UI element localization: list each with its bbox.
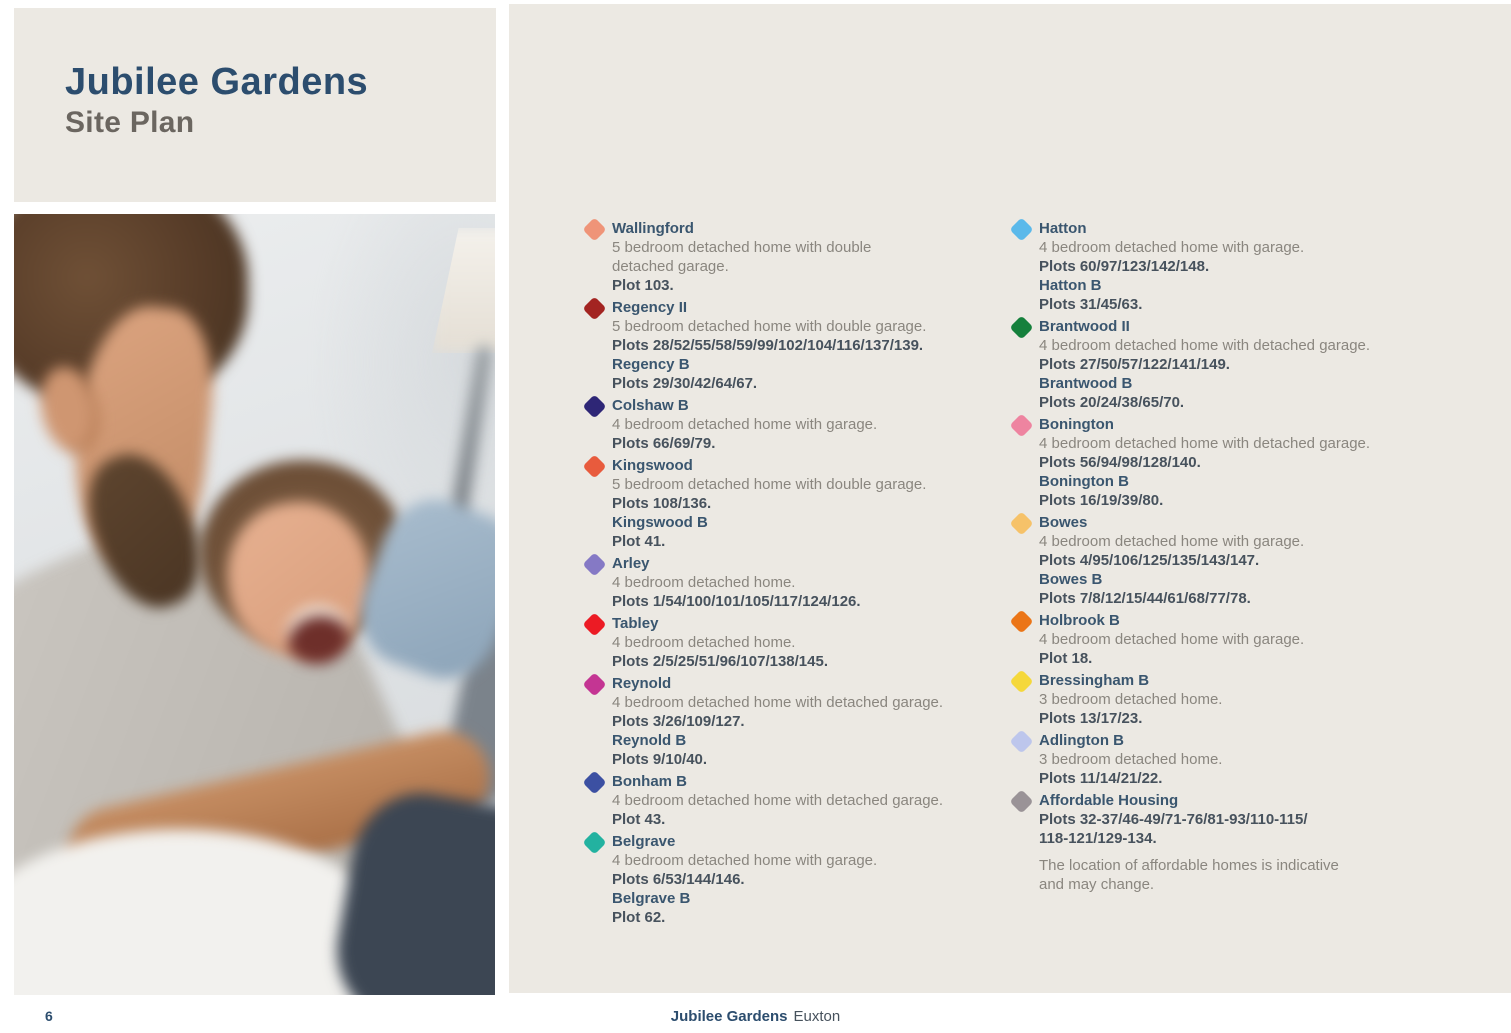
page-footer <box>0 995 1511 1033</box>
legend-entry <box>583 614 955 671</box>
legend-entry <box>1010 219 1382 314</box>
house-type-description: 4 bedroom detached home with garage. <box>1039 533 1305 550</box>
house-variant-name: Belgrave B <box>612 890 691 907</box>
house-type-plots: Plots 16/19/39/80. <box>1039 492 1164 509</box>
house-type-name: Reynold <box>612 675 672 692</box>
legend-column-1 <box>583 219 955 930</box>
page-subtitle: Site Plan <box>65 106 195 139</box>
legend-entry-text <box>612 554 955 611</box>
house-type-name: Regency II <box>612 299 688 316</box>
house-type-marker-icon <box>1010 611 1034 635</box>
house-type-description: 5 bedroom detached home with double <box>612 239 872 256</box>
house-type-name: Holbrook B <box>1039 612 1120 629</box>
house-type-plots: Plot 43. <box>612 811 666 828</box>
house-type-marker-icon <box>583 674 607 698</box>
house-type-plots: Plots 20/24/38/65/70. <box>1039 394 1185 411</box>
legend-entry-text <box>1039 671 1382 728</box>
footer-location: Euxton <box>793 1008 841 1025</box>
page-header <box>14 8 496 202</box>
house-type-name: Affordable Housing <box>1039 792 1179 809</box>
house-type-plots: Plots 6/53/144/146. <box>612 871 745 888</box>
house-type-description: 4 bedroom detached home with detached garage. <box>612 792 944 809</box>
house-type-description: 3 bedroom detached home. <box>1039 691 1223 708</box>
house-type-name: Bonham B <box>612 773 687 790</box>
house-type-name: Bressingham B <box>1039 672 1150 689</box>
legend-entry <box>583 554 955 611</box>
house-type-plots: Plots 11/14/21/22. <box>1039 770 1163 787</box>
house-type-plots: Plots 9/10/40. <box>612 751 708 768</box>
house-type-description: 4 bedroom detached home with garage. <box>612 852 878 869</box>
house-type-plots: Plot 18. <box>1039 650 1093 667</box>
diamond-icon <box>582 830 606 854</box>
legend-entry <box>583 832 955 927</box>
legend-entry-text <box>1039 415 1382 510</box>
page-number: 6 <box>45 1008 53 1024</box>
house-type-description: 4 bedroom detached home with detached garage. <box>1039 337 1371 354</box>
house-type-plots: Plots 28/52/55/58/59/99/102/104/116/137/139. <box>612 337 924 354</box>
house-type-plots: Plots 13/17/23. <box>1039 710 1143 727</box>
house-type-plots: Plots 3/26/109/127. <box>612 713 745 730</box>
legend-entry <box>1010 791 1382 894</box>
house-variant-name: Bonington B <box>1039 473 1129 490</box>
house-type-marker-icon <box>583 554 607 578</box>
house-type-marker-icon <box>583 298 607 322</box>
house-type-marker-icon <box>583 396 607 420</box>
legend-entry-text <box>612 298 955 393</box>
house-type-name: Bonington <box>1039 416 1114 433</box>
house-type-plots: 118-121/129-134. <box>1039 830 1157 847</box>
house-type-description: 4 bedroom detached home with garage. <box>1039 631 1305 648</box>
legend-entry <box>1010 671 1382 728</box>
legend-entry-text <box>1039 317 1382 412</box>
diamond-icon <box>582 394 606 418</box>
affordable-housing-note: The location of affordable homes is indicative <box>1039 857 1339 874</box>
house-type-description: 4 bedroom detached home. <box>612 574 796 591</box>
house-type-plots: Plots 66/69/79. <box>612 435 716 452</box>
diamond-icon <box>582 217 606 241</box>
legend-entry <box>583 396 955 453</box>
legend-entry-text <box>1039 513 1382 608</box>
legend-entry-text <box>612 832 955 927</box>
page-title: Jubilee Gardens <box>65 61 369 103</box>
diamond-icon <box>582 296 606 320</box>
house-type-plots: Plots 29/30/42/64/67. <box>612 375 758 392</box>
legend-entry <box>583 674 955 769</box>
diamond-icon <box>1009 413 1033 437</box>
legend-column-2 <box>1010 219 1382 897</box>
legend-entry <box>1010 513 1382 608</box>
legend-entry <box>1010 611 1382 668</box>
house-type-description: detached garage. <box>612 258 729 275</box>
house-type-marker-icon <box>583 614 607 638</box>
house-type-plots: Plots 56/94/98/128/140. <box>1039 454 1201 471</box>
legend-entry <box>1010 731 1382 788</box>
lifestyle-photo <box>14 214 495 995</box>
house-type-name: Bowes <box>1039 514 1088 531</box>
house-type-plots: Plots 7/8/12/15/44/61/68/77/78. <box>1039 590 1251 607</box>
diamond-icon <box>1009 217 1033 241</box>
house-type-plots: Plots 108/136. <box>612 495 712 512</box>
house-type-description: 4 bedroom detached home with garage. <box>1039 239 1305 256</box>
house-type-plots: Plots 31/45/63. <box>1039 296 1143 313</box>
house-type-name: Arley <box>612 555 650 572</box>
diamond-icon <box>1009 609 1033 633</box>
diamond-icon <box>582 612 606 636</box>
legend-entry-text <box>612 396 955 453</box>
house-variant-name: Brantwood B <box>1039 375 1133 392</box>
diamond-icon <box>582 770 606 794</box>
affordable-housing-note: and may change. <box>1039 876 1155 893</box>
house-type-marker-icon <box>1010 415 1034 439</box>
legend-entry-text <box>1039 731 1382 788</box>
house-type-description: 5 bedroom detached home with double garage. <box>612 318 927 335</box>
house-type-marker-icon <box>1010 219 1034 243</box>
house-type-marker-icon <box>1010 731 1034 755</box>
diamond-icon <box>582 552 606 576</box>
house-variant-name: Regency B <box>612 356 690 373</box>
legend-entry <box>1010 317 1382 412</box>
legend-entry <box>583 298 955 393</box>
legend-entry-text <box>1039 611 1382 668</box>
house-type-description: 5 bedroom detached home with double garage. <box>612 476 927 493</box>
house-variant-name: Reynold B <box>612 732 687 749</box>
house-type-name: Adlington B <box>1039 732 1124 749</box>
house-type-marker-icon <box>583 832 607 856</box>
footer-title <box>0 1008 1511 1025</box>
footer-development-name: Jubilee Gardens <box>670 1008 788 1025</box>
diamond-icon <box>1009 315 1033 339</box>
house-type-marker-icon <box>1010 317 1034 341</box>
legend-entry-text <box>612 456 955 551</box>
house-type-description: 4 bedroom detached home. <box>612 634 796 651</box>
legend-entry-text <box>1039 791 1382 894</box>
legend-entry <box>583 772 955 829</box>
house-type-description: 3 bedroom detached home. <box>1039 751 1223 768</box>
house-type-plots: Plots 60/97/123/142/148. <box>1039 258 1210 275</box>
house-type-name: Tabley <box>612 615 659 632</box>
house-type-name: Belgrave <box>612 833 676 850</box>
legend-entry <box>1010 415 1382 510</box>
diamond-icon <box>1009 789 1033 813</box>
legend-entry-text <box>612 674 955 769</box>
diamond-icon <box>582 454 606 478</box>
house-type-marker-icon <box>1010 791 1034 815</box>
legend-entry <box>583 456 955 551</box>
house-type-plots: Plots 32-37/46-49/71-76/81-93/110-115/ <box>1039 811 1308 828</box>
house-variant-name: Kingswood B <box>612 514 708 531</box>
house-type-marker-icon <box>1010 671 1034 695</box>
house-type-description: 4 bedroom detached home with detached garage. <box>612 694 944 711</box>
house-type-plots: Plots 1/54/100/101/105/117/124/126. <box>612 593 861 610</box>
legend-entry <box>583 219 955 295</box>
house-variant-name: Bowes B <box>1039 571 1103 588</box>
house-type-marker-icon <box>583 456 607 480</box>
house-type-plots: Plot 103. <box>612 277 674 294</box>
house-type-description: 4 bedroom detached home with detached garage. <box>1039 435 1371 452</box>
legend-entry-text <box>612 772 955 829</box>
house-type-plots: Plot 62. <box>612 909 666 926</box>
legend-entry-text <box>1039 219 1382 314</box>
legend-entry-text <box>612 219 955 295</box>
diamond-icon <box>1009 729 1033 753</box>
house-type-marker-icon <box>1010 513 1034 537</box>
house-type-plots: Plot 41. <box>612 533 666 550</box>
house-type-name: Colshaw B <box>612 397 689 414</box>
house-type-name: Brantwood II <box>1039 318 1130 335</box>
house-type-marker-icon <box>583 219 607 243</box>
house-type-plots: Plots 4/95/106/125/135/143/147. <box>1039 552 1260 569</box>
house-type-name: Kingswood <box>612 457 693 474</box>
house-type-name: Hatton <box>1039 220 1087 237</box>
diamond-icon <box>582 672 606 696</box>
legend-entry-text <box>612 614 955 671</box>
house-type-name: Wallingford <box>612 220 694 237</box>
house-type-marker-icon <box>583 772 607 796</box>
house-type-plots: Plots 27/50/57/122/141/149. <box>1039 356 1230 373</box>
site-plan-legend-panel <box>509 4 1511 993</box>
diamond-icon <box>1009 669 1033 693</box>
house-type-plots: Plots 2/5/25/51/96/107/138/145. <box>612 653 828 670</box>
house-type-description: 4 bedroom detached home with garage. <box>612 416 878 433</box>
house-variant-name: Hatton B <box>1039 277 1102 294</box>
diamond-icon <box>1009 511 1033 535</box>
